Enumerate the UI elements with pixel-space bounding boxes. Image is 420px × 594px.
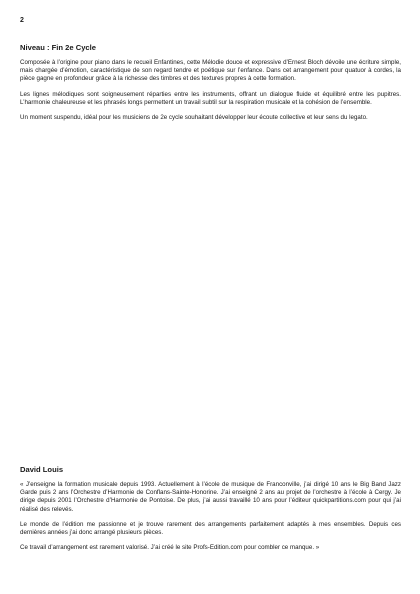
author-paragraph-2: Le monde de l’édition me passionne et je trouve rarement des arrangements parfaitement adaptés à mes ensembles. Depuis ces dernières années j’ai donc arrangé plusieurs pièces. bbox=[20, 520, 401, 537]
level-paragraph-3: Un moment suspendu, idéal pour les musiciens de 2e cycle souhaitant développer leur écoute collective et leur sens du legato. bbox=[20, 114, 368, 122]
author-heading: David Louis bbox=[20, 465, 64, 474]
level-paragraph-2: Les lignes mélodiques sont soigneusement réparties entre les instruments, offrant un dialogue fluide et équilibré entre les pupitres. L’harmonie chaleureuse et les phrasés longs permettent un travail subtil sur la respiration musicale et la cohésion de l’ensemble. bbox=[20, 90, 401, 106]
author-paragraph-1: « J’enseigne la formation musicale depuis 1993. Actuellement à l’école de musique de Franconville, j’ai dirigé 10 ans le Big Band Jazz Garde puis 2 ans l’Orchestre d’Harmonie de Conflans-Sainte-Honorine. J’ai enseigné 2 ans au projet de l’orchestre à l’école à Cergy. Je dirige depuis 2001 l’Orchestre d’Harmonie de Pontoise. De plus, j’ai aussi travaillé 10 ans pour l’éditeur quickpartitions.com pour qui j’ai réalisé des relevés. bbox=[20, 481, 401, 513]
author-paragraph-3: Ce travail d’arrangement est rarement valorisé. J’ai créé le site Profs-Edition.com pour combler ce manque. » bbox=[20, 544, 320, 552]
level-paragraph-1: Composée à l’origine pour piano dans le recueil Enfantines, cette Mélodie douce et expressive d’Ernest Bloch dévoile une écriture simple, mais chargée d’émotion, caractéristique de son regard tendre et poétique sur l’enfance. Dans cet arrangement pour quatuor à cordes, la pièce gagne en profondeur grâce à la richesse des timbres et des textures propres à cette formation. bbox=[20, 59, 401, 83]
author-section bbox=[20, 465, 401, 559]
level-heading: Niveau : Fin 2e Cycle bbox=[20, 43, 96, 52]
page-number: 2 bbox=[20, 17, 24, 24]
level-section bbox=[20, 43, 401, 129]
